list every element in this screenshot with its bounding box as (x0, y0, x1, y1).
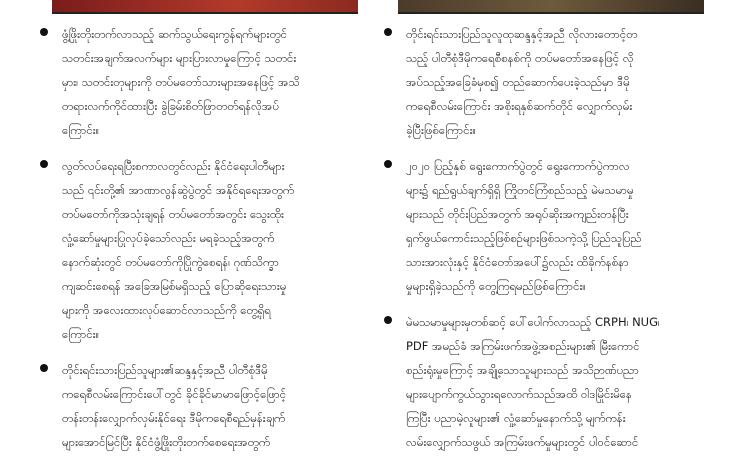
bullet-item (380, 154, 698, 298)
bullet-icon (40, 28, 48, 36)
bullet-text: တိုင်းရင်းသားပြည်သူများ၏ဆန္ဒနှင့်အညီ ပါတီစုံဒီမို ကရေစီလမ်းကြောင်းပေါ်တွင် ခိုင်ခိုင်မာမာဖြောင့်ဖြောင့် တန်းတန်းလျှောက်လှမ်းနိုင်ရေး ဒီမိုကရေစီရည်မှန်းချက် များအောင်မြင်ပြီး နိုင်ငံဖွံ့ဖြိုးတိုးတက်စေရေးအတွက် (62, 363, 287, 449)
bullet-text: တိုင်းရင်းသားပြည်သူလူထုဆန္ဒနှင့်အညီ လိုလားတောင့်တ သည့် ပါတီစုံဒီမိုကရေစီစနစ်ကို တပ်မတော်အနေဖြင့် လို အပ်သည့်အခြေခံမှစ၍ တည်ဆောက်ပေးခဲ့သည်မှာ ဒီမို ကရေစီလမ်းကြောင်း အစိုးရနှစ်ဆက်တိုင် လျှောက်လှမ်း ခဲ့ပြီးဖြစ်ကြောင်း။ (406, 27, 638, 137)
bullet-icon (40, 364, 48, 372)
left-column (36, 22, 354, 466)
bullet-item (36, 22, 354, 142)
bullet-icon (384, 316, 392, 324)
right-column (380, 22, 698, 466)
bullet-item (380, 310, 698, 454)
bullet-item (380, 22, 698, 142)
bullet-icon (40, 160, 48, 168)
bullet-text: မဲမသမာမှုများမှတစ်ဆင့် ပေါ်ပေါက်လာသည့် CRPH၊ NUG၊ PDF အမည်ခံ အကြမ်းဖက်အဖွဲ့အစည်းများ၏ မြီးကောင် စည်းရုံးမှုကြောင့် အချို့သောသူများသည် အသိဉာဏ်ပညာ များပျောက်ကွယ်သွားရလောက်သည်အထိ ဝါဒမြိုင်းမိနေ ကြပြီး ပညာမဲ့လူများ၏ လှုံ့ဆော်မှုနောက်သို့ မျက်ကန်း လမ်းလျှောက်သဖွယ် အကြမ်းဖက်မှုများတွင် ပါဝင်ဆောင် (406, 315, 660, 449)
bullet-text: ဖွံ့ဖြိုးတိုးတက်လာသည့် ဆက်သွယ်ရေးကွန်ရက်များတွင် သတင်းအချက်အလက်များ များပြားလာမှုကြောင့် သတင်း မှား၊ သတင်းတုများကို တပ်မတော်သားများအနေဖြင့် အသိ တရားလက်ကိုင်ထားပြီး ခွဲခြမ်းစိတ်ဖြာတတ်ရန်လိုအပ် ကြောင်း။ (62, 27, 300, 137)
photo-right (398, 0, 704, 14)
bullet-icon (384, 160, 392, 168)
bullet-text: ၂၀၂၀ ပြည့်နှစ် ရွေးကောက်ပွဲတွင် ရွေးကောက်ပွဲကာလ များ၌ ရည်ရွယ်ချက်ရှိရှိ ကြိုတင်ကြံစည်သည့် မဲမသမာမှု များသည် တိုင်းပြည်အတွက် အရုပ်ဆိုးအကျည်းတန်ပြီး ရှက်ဖွယ်ကောင်းသည့်ဖြစ်စဉ်များဖြစ်သကဲ့သို့ ပြည်သူပြည် သားအားလုံးနှင့် နိုင်ငံတော်အပေါ်၌လည်း ထိခိုက်နစ်နာ မှုများရှိခဲ့သည်ကို တွေ့ကြရမည်ဖြစ်ကြောင်း။ (406, 159, 642, 293)
bullet-item (36, 154, 354, 346)
bullet-item (36, 358, 354, 454)
photo-left (52, 0, 358, 14)
bullet-text: လွတ်လပ်ရေးရပြီးစကာလတွင်လည်း နိုင်ငံရေးပါတီများ သည် ၎င်းတို့၏ အာဏာလွန်ဆွဲပွဲတွင် အနိုင်ရရေးအတွက် တပ်မတော်ကိုအသုံးချရန် တပ်မတော်အတွင်း သွေးထိုး လှုံ့ဆော်မှုများပြုလုပ်ခဲ့သော်လည်း မရခဲ့သည့်အတွက် နောက်ဆုံးတွင် တပ်မတော်ကိုပြိုကွဲစေရန်၊ ဂုဏ်သိက္ခာ ကျဆင်းစေရန် အခြေအမြစ်မရှိသည့် ပြောဆိုရေးသားမှု များကို အလေးထားလုပ်ဆောင်လာသည်ကို တွေ့ရှိရ ကြောင်း။ (62, 159, 295, 341)
bullet-icon (384, 28, 392, 36)
